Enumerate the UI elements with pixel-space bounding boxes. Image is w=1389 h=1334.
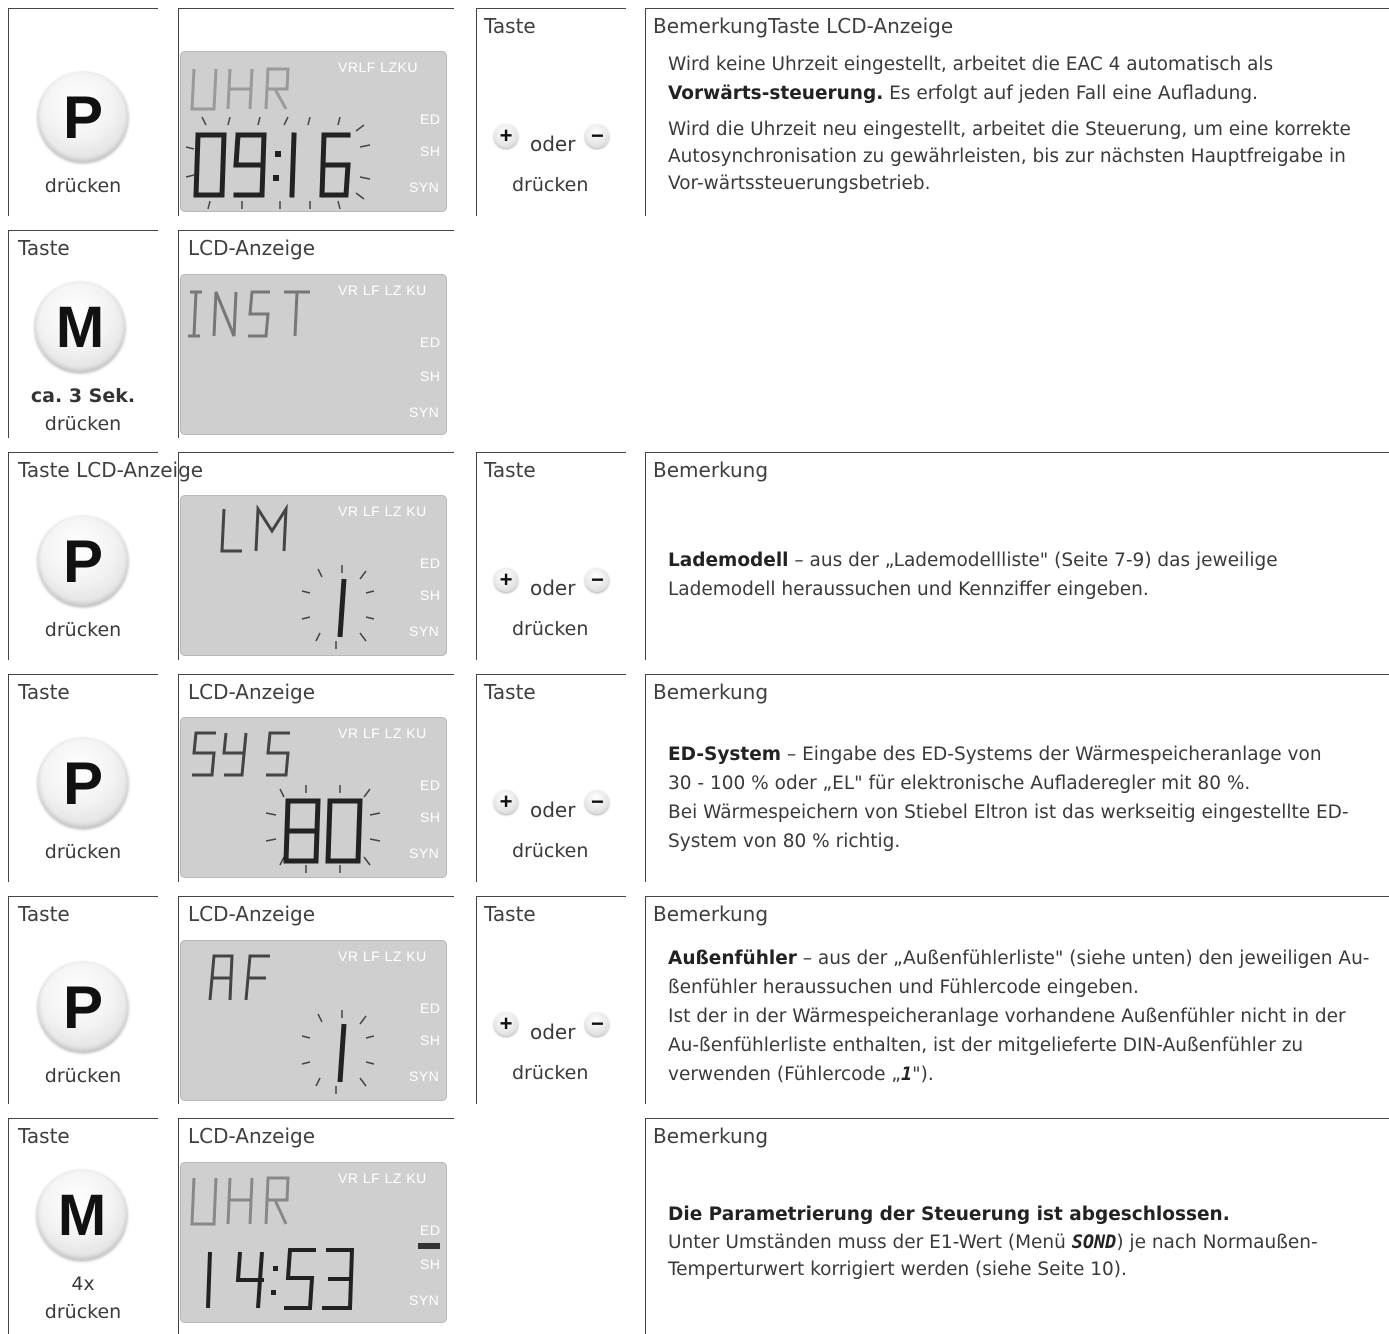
plus-minus-control	[494, 1004, 609, 1044]
lcd-segments	[180, 1162, 447, 1323]
press-instruction	[8, 172, 158, 200]
oder-label: oder	[530, 1020, 576, 1044]
lcd-indicator-syn: SYN	[409, 179, 440, 195]
press-label: drücken	[44, 413, 122, 435]
lcd-header: LCD-Anzeige	[188, 680, 316, 704]
lcd-segments	[180, 940, 447, 1101]
lcd-indicator-syn: SYN	[409, 1292, 440, 1308]
remark-text	[668, 546, 1380, 604]
remark-bold: ED-System	[668, 744, 782, 765]
row-6-finished	[0, 1110, 1389, 1334]
taste-header: Taste	[18, 236, 70, 260]
p-key-button[interactable]	[38, 738, 128, 828]
lcd-indicator-sh: SH	[420, 368, 441, 384]
p-key-button[interactable]	[38, 962, 128, 1052]
lcd-indicator-top: VR LF LZ KU	[338, 282, 427, 298]
row-2-install	[0, 222, 1389, 444]
taste-header-2: Taste	[484, 902, 536, 926]
lcd-segments	[180, 51, 447, 212]
press-label: drücken	[44, 1301, 122, 1323]
remark-header: Bemerkung	[653, 902, 769, 926]
p-key-label: P	[62, 83, 104, 151]
lcd-indicator-ed: ED	[420, 111, 441, 127]
lcd-indicator-sh: SH	[420, 1256, 441, 1272]
lcd-segments	[180, 274, 447, 435]
plus-minus-control	[494, 560, 609, 600]
lcd-segments	[180, 717, 447, 878]
remark-text	[668, 1200, 1380, 1283]
lcd-display	[180, 717, 447, 878]
lcd-display	[180, 1162, 447, 1323]
lcd-indicator-syn: SYN	[409, 404, 440, 420]
lcd-indicator-syn: SYN	[409, 623, 440, 639]
lcd-indicator-ed: ED	[420, 1000, 441, 1016]
p-key-button[interactable]	[38, 516, 128, 606]
taste-header: Taste	[484, 14, 536, 38]
press-label: drücken	[44, 1065, 122, 1087]
taste-lcd-header: Taste LCD-Anzeige	[18, 458, 204, 482]
druecken-label: drücken	[512, 840, 589, 862]
lcd-indicator-sh: SH	[420, 809, 441, 825]
remark-p1-pre: Wird keine Uhrzeit eingestellt, arbeitet die EAC 4 automatisch als	[668, 54, 1274, 75]
press-instruction	[8, 382, 158, 438]
lcd-indicator-ed: ED	[420, 1222, 441, 1238]
lcd-indicator-syn: SYN	[409, 845, 440, 861]
remark-paragraph-1	[668, 944, 1380, 1002]
remark-line-1	[668, 740, 1380, 769]
lcd-display	[180, 940, 447, 1101]
lcd-display	[180, 274, 447, 435]
remark-paragraph-1	[668, 50, 1380, 108]
remark-text	[668, 50, 1380, 197]
remark-paragraph-2	[668, 1002, 1380, 1089]
remark-text	[668, 944, 1380, 1089]
lcd-header: LCD-Anzeige	[188, 1124, 316, 1148]
press-label: drücken	[44, 619, 122, 641]
m-key-button[interactable]	[37, 1170, 127, 1260]
lcd-indicator-top: VR LF LZ KU	[338, 948, 427, 964]
m-key-button[interactable]	[35, 282, 125, 372]
press-instruction	[8, 1270, 158, 1326]
remark-header: Bemerkung	[653, 458, 769, 482]
p-key-button[interactable]	[38, 72, 128, 162]
remark-p1-body: – aus der „Außenfühlerliste" (siehe unten) den jeweiligen Au-ßenfühler heraussuchen und Fühlercode eingeben.	[668, 948, 1370, 998]
lcd-display	[180, 51, 447, 212]
lcd-indicator-top: VR LF LZ KU	[338, 1170, 427, 1186]
taste-header-2: Taste	[484, 680, 536, 704]
remark-paragraph	[668, 546, 1380, 604]
remark-line-2: 30 - 100 % oder „EL" für elektronische Aufladeregler mit 80 %.	[668, 773, 1251, 794]
lcd-segments	[180, 495, 447, 656]
lcd-indicator-sh: SH	[420, 143, 441, 159]
row-3-lademodell	[0, 444, 1389, 666]
oder-label: oder	[530, 576, 576, 600]
druecken-label: drücken	[512, 1062, 589, 1084]
press-instruction	[8, 1062, 158, 1090]
press-instruction	[8, 838, 158, 866]
remark-p2-pre: Ist der in der Wärmespeicheranlage vorhandene Außenfühler nicht in der Au-ßenfühlerliste enthalten, ist der mitgelieferte DIN-Außenfühler zu verwenden (Fühlercode „	[668, 1006, 1346, 1085]
plus-minus-control	[494, 782, 609, 822]
lcd-indicator-sh: SH	[420, 1032, 441, 1048]
remark-paragraph-2: Wird die Uhrzeit neu eingestellt, arbeitet die Steuerung, um eine korrekte Autosynchronisation zu gewährleisten, bis zur nächsten Hauptfreigabe in Vor-wärtssteuerungsbetrieb.	[668, 119, 1351, 194]
remark-header: Bemerkung	[653, 680, 769, 704]
lcd-indicator-syn: SYN	[409, 1068, 440, 1084]
lcd-header: LCD-Anzeige	[188, 236, 316, 260]
remark-pre: Unter Umständen muss der E1-Wert (Menü	[668, 1232, 1072, 1253]
plus-button[interactable]: +	[494, 1012, 518, 1036]
remark-bold: Die Parametrierung der Steuerung ist abgeschlossen.	[668, 1204, 1230, 1225]
p-key-label: P	[62, 527, 104, 595]
plus-button[interactable]: +	[494, 790, 518, 814]
press-label: drücken	[44, 841, 122, 863]
taste-header: Taste	[18, 680, 70, 704]
remark-header: BemerkungTaste LCD-Anzeige	[653, 14, 954, 38]
lcd-header: LCD-Anzeige	[188, 902, 316, 926]
lcd-indicator-ed: ED	[420, 777, 441, 793]
press-label: drücken	[44, 175, 122, 197]
taste-header: Taste	[18, 902, 70, 926]
remark-bold-line	[668, 1200, 1380, 1229]
remark-text	[668, 740, 1380, 856]
taste-header: Taste	[18, 1124, 70, 1148]
minus-button[interactable]: −	[585, 790, 609, 814]
lcd-display	[180, 495, 447, 656]
remark-p1-bold: Vorwärts-steuerung.	[668, 83, 884, 104]
taste-header: Taste	[484, 458, 536, 482]
oder-label: oder	[530, 132, 576, 156]
plus-minus-control	[494, 116, 609, 156]
minus-button[interactable]: −	[585, 124, 609, 148]
plus-button[interactable]: +	[494, 568, 518, 592]
press-count: 4x	[71, 1273, 95, 1295]
lcd-indicator-ed: ED	[420, 555, 441, 571]
lcd-indicator-ed: ED	[420, 334, 441, 350]
lcd-indicator-top: VR LF LZ KU	[338, 503, 427, 519]
minus-button[interactable]: −	[585, 1012, 609, 1036]
p-key-label: P	[62, 749, 104, 817]
druecken-label: drücken	[512, 174, 589, 196]
sensor-code: 1	[901, 1064, 913, 1085]
remark-p1-post: Es erfolgt auf jeden Fall eine Aufladung.	[883, 83, 1259, 104]
press-instruction	[8, 616, 158, 644]
plus-button[interactable]: +	[494, 124, 518, 148]
m-key-label: M	[57, 1182, 107, 1248]
lcd-indicator-sh: SH	[420, 587, 441, 603]
row-4-ed-system	[0, 666, 1389, 888]
remark-p2-post: ").	[912, 1064, 934, 1085]
row-1-clock	[0, 0, 1389, 222]
remark-line-1-text: – Eingabe des ED-Systems der Wärmespeicheranlage von	[781, 744, 1322, 765]
m-key-label: M	[55, 294, 105, 360]
remark-line-3: Bei Wärmespeichern von Stiebel Eltron ist das werkseitig eingestellte ED-System von 80 % richtig.	[668, 802, 1349, 852]
lcd-indicator-top: VR LF LZ KU	[338, 725, 427, 741]
p-key-label: P	[62, 973, 104, 1041]
remark-header: Bemerkung	[653, 1124, 769, 1148]
minus-button[interactable]: −	[585, 568, 609, 592]
row-5-aussenfuehler	[0, 888, 1389, 1110]
remark-paragraph	[668, 1229, 1380, 1283]
menu-code: SOND	[1071, 1232, 1117, 1253]
oder-label: oder	[530, 798, 576, 822]
druecken-label: drücken	[512, 618, 589, 640]
remark-post: ) je nach Normaußen-Temperturwert korrigiert werden (siehe Seite 10).	[668, 1232, 1318, 1280]
press-duration: ca. 3 Sek.	[30, 385, 136, 407]
remark-bold: Lademodell	[668, 550, 789, 571]
remark-bold: Außenfühler	[668, 948, 797, 969]
remark-body: – aus der „Lademodellliste" (Seite 7-9) das jeweilige Lademodell heraussuchen und Kennziffer eingeben.	[668, 550, 1278, 600]
lcd-indicator-top: VRLF LZKU	[338, 59, 418, 75]
